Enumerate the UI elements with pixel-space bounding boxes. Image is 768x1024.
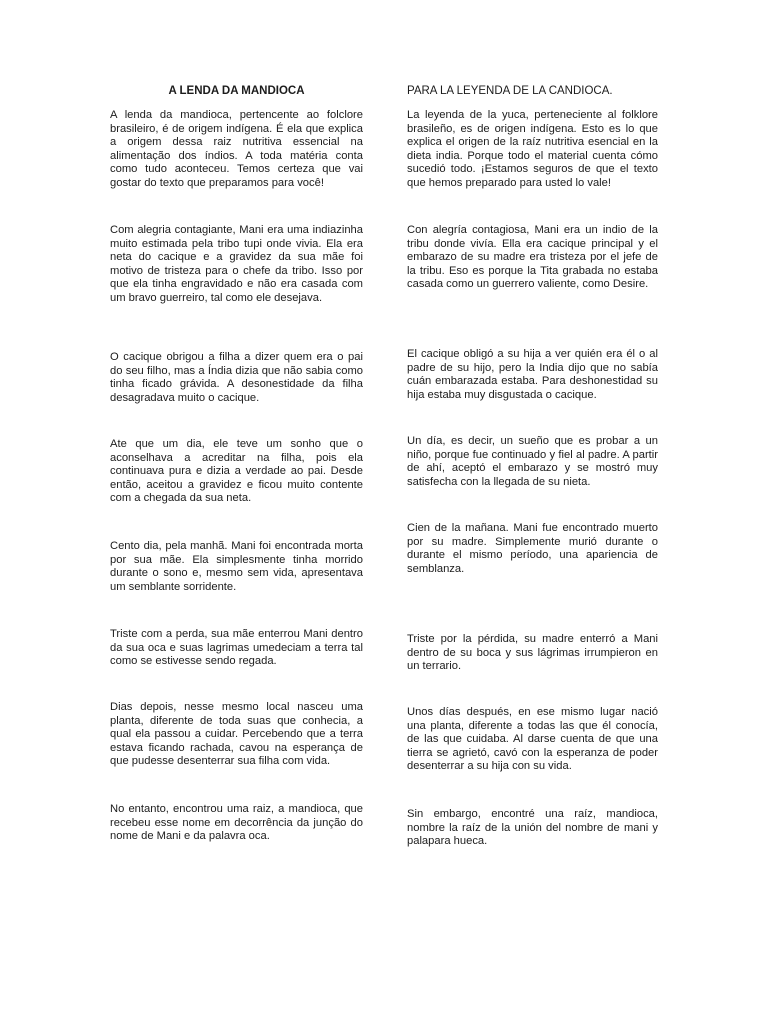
spanish-paragraph-5: Cien de la mañana. Mani fue encontrado muerto por su madre. Simplemente murió durante o durante el mismo período, una apariencia de semblanza. [407,522,658,575]
spanish-paragraph-4: Un día, es decir, un sueño que es probar a un niño, porque fue continuado y fiel al padre. A partir de ahí, aceptó el embarazo y se mostró muy satisfecha con la llegada de su nieta. [407,435,658,488]
spanish-paragraph-3: El cacique obligó a su hija a ver quién era él o al padre de su hijo, pero la India dijo que no sabía cuán embarazada estaba. Para deshonestidad su hija estaba muy disgustada o cacique. [407,348,658,401]
spanish-paragraph-1: La leyenda de la yuca, perteneciente al folklore brasileño, es de origen indígena. Esto es lo que explica el origen de la raíz nutritiva esencial en la dieta india. Porque todo el material cuenta cómo sucedió todo. ¡Estamos seguros de que el texto que hemos preparado para usted lo vale! [407,109,658,189]
portuguese-paragraph-2: Com alegria contagiante, Mani era uma indiazinha muito estimada pela tribo tupi onde vivia. Ela era neta do cacique e a gravidez da sua mãe foi motivo de tristeza para o chefe da tribo. Isso por que ela tinha engravidado e não era casada com um bravo guerreiro, tal como ele desejava. [110,224,363,304]
spanish-paragraph-7: Unos días después, en ese mismo lugar nació una planta, diferente a todas las que él conocía, de las que cuidaba. Al darse cuenta de que una tierra se agrietó, cavó con la esperanza de poder desenterrar a su hija con su vida. [407,706,658,773]
portuguese-paragraph-6: Triste com a perda, sua mãe enterrou Mani dentro da sua oca e suas lagrimas umedeciam a terra tal como se estivesse sendo regada. [110,628,363,668]
portuguese-paragraph-1: A lenda da mandioca, pertencente ao folclore brasileiro, é de origem indígena. É ela que explica a origem dessa raiz nutritiva essencial na alimentação dos índios. A toda matéria conta como tudo aconteceu. Temos certeza que vai gostar do texto que preparamos para você! [110,109,363,189]
spanish-paragraph-8: Sin embargo, encontré una raíz, mandioca, nombre la raíz de la unión del nombre de mani y palapara hueca. [407,808,658,848]
portuguese-paragraph-4: Ate que um dia, ele teve um sonho que o aconselhava a acreditar na filha, pois ela continuava pura e dizia a verdade ao pai. Desde então, aceitou a gravidez e ficou muito contente com a chegada da sua neta. [110,438,363,505]
portuguese-paragraph-3: O cacique obrigou a filha a dizer quem era o pai do seu filho, mas a Índia dizia que não sabia como tinha ficado grávida. A desonestidade da filha desagradava muito o cacique. [110,351,363,404]
spanish-paragraph-6: Triste por la pérdida, su madre enterró a Mani dentro de su boca y sus lágrimas irrumpieron en un terrario. [407,633,658,673]
portuguese-paragraph-7: Dias depois, nesse mesmo local nasceu uma planta, diferente de toda suas que conhecia, a qual ela passou a cuidar. Percebendo que a terra estava ficando rachada, cavou na esperança de que pudesse desenterrar sua filha com vida. [110,701,363,768]
portuguese-paragraph-8: No entanto, encontrou uma raiz, a mandioca, que recebeu esse nome em decorrência da junção do nome de Mani e da palavra oca. [110,803,363,843]
spanish-title: PARA LA LEYENDA DE LA CANDIOCA. [407,85,613,97]
spanish-paragraph-2: Con alegría contagiosa, Mani era un indio de la tribu donde vivía. Ella era cacique principal y el embarazo de su madre era tristeza por el jefe de la tribu. Eso es porque la Tita grabada no estaba casada como un guerrero valiente, como Desire. [407,224,658,291]
portuguese-title: A LENDA DA MANDIOCA [168,85,305,97]
portuguese-paragraph-5: Cento dia, pela manhã. Mani foi encontrada morta por sua mãe. Ela simplesmente tinha morrido durante o sono e, mesmo sem vida, apresentava um semblante sorridente. [110,540,363,593]
